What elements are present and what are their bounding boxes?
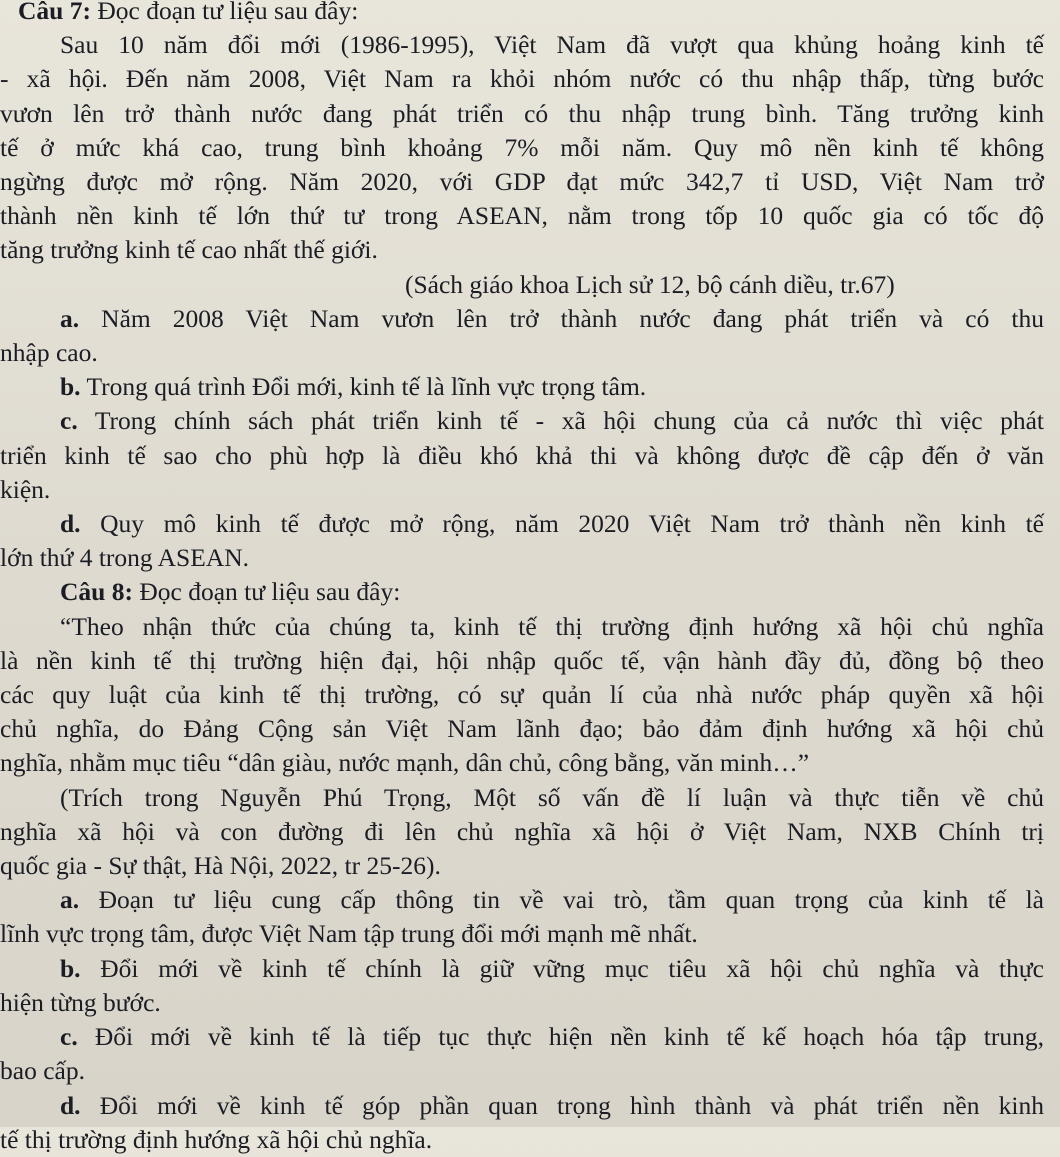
q7-passage-line: ngừng được mở rộng. Năm 2020, với GDP đạt mức 342,7 tỉ USD, Việt Nam trở: [0, 167, 1044, 197]
q7-statement-c-cont: kiện.: [0, 474, 51, 504]
q7-statement-c: [0, 404, 1044, 438]
q7-statement-b: [0, 370, 1044, 404]
statement-label: d.: [60, 1090, 81, 1120]
q7-heading-text: Đọc đoạn tư liệu sau đây:: [90, 0, 359, 25]
q7-statement-d: [0, 507, 1044, 541]
q8-source-line: quốc gia - Sự thật, Hà Nội, 2022, tr 25-26).: [0, 851, 441, 881]
statement-text: Đoạn tư liệu cung cấp thông tin về vai trò, tầm quan trọng của kinh tế là: [79, 885, 1044, 915]
statement-text: Đổi mới về kinh tế chính là giữ vững mục tiêu xã hội chủ nghĩa và thực: [80, 953, 1044, 983]
q8-statement-d: [0, 1089, 1044, 1123]
q7-statement-c-cont: triển kinh tế sao cho phù hợp là điều khó khả thi và không được đề cập đến ở văn: [0, 440, 1044, 470]
q8-statement-a-cont: lĩnh vực trọng tâm, được Việt Nam tập trung đổi mới mạnh mẽ nhất.: [0, 919, 698, 949]
q8-passage-line: là nền kinh tế thị trường hiện đại, hội nhập quốc tế, vận hành đầy đủ, đồng bộ theo: [0, 645, 1044, 675]
statement-label: c.: [60, 406, 78, 436]
q8-statement-c: [0, 1020, 1044, 1054]
q7-heading: [0, 0, 1044, 28]
q7-statement-a-cont: nhập cao.: [0, 338, 98, 368]
statement-text: Năm 2008 Việt Nam vươn lên trở thành nước đang phát triển và có thu: [79, 303, 1044, 333]
statement-label: b.: [60, 372, 81, 402]
q7-passage-line: thành nền kinh tế lớn thứ tư trong ASEAN, nằm trong tốp 10 quốc gia có tốc độ: [0, 201, 1044, 231]
q8-source-line: (Trích trong Nguyễn Phú Trọng, Một số vấn đề lí luận và thực tiễn về chủ: [60, 782, 1044, 812]
q7-passage-line: vươn lên trở thành nước đang phát triển có thu nhập trung bình. Tăng trưởng kinh: [0, 98, 1044, 128]
q8-statement-b-cont: hiện từng bước.: [0, 987, 161, 1017]
q7-label: Câu 7:: [18, 0, 91, 25]
q7-passage-line: tăng trưởng kinh tế cao nhất thế giới.: [0, 235, 378, 265]
q7-passage-line: - xã hội. Đến năm 2008, Việt Nam ra khỏi nhóm nước có thu nhập thấp, từng bước: [0, 64, 1044, 94]
q8-statement-c-cont: bao cấp.: [0, 1056, 85, 1086]
statement-text: Quy mô kinh tế được mở rộng, năm 2020 Việt Nam trở thành nền kinh tế: [80, 509, 1044, 539]
q8-heading-text: Đọc đoạn tư liệu sau đây:: [132, 577, 401, 607]
q8-statement-d-cont: tế thị trường định hướng xã hội chủ nghĩa.: [0, 1124, 433, 1154]
statement-text: Trong chính sách phát triển kinh tế - xã hội chung của cả nước thì việc phát: [77, 406, 1044, 436]
q7-source: (Sách giáo khoa Lịch sử 12, bộ cánh diều, tr.67): [405, 269, 895, 299]
q8-statement-b: [0, 952, 1044, 986]
statement-label: a.: [60, 303, 80, 333]
statement-label: b.: [60, 953, 81, 983]
q8-passage-line: nghĩa, nhằm mục tiêu “dân giàu, nước mạnh, dân chủ, công bằng, văn minh…”: [0, 748, 810, 778]
q7-passage-line: Sau 10 năm đổi mới (1986-1995), Việt Nam đã vượt qua khủng hoảng kinh tế: [60, 30, 1044, 60]
q8-passage-line: chủ nghĩa, do Đảng Cộng sản Việt Nam lãnh đạo; bảo đảm định hướng xã hội chủ: [0, 714, 1044, 744]
q8-label: Câu 8:: [60, 577, 133, 607]
statement-label: d.: [60, 509, 81, 539]
q8-statement-a: [0, 883, 1044, 917]
q8-heading: [0, 575, 1044, 609]
statement-text: Đổi mới về kinh tế là tiếp tục thực hiện nền kinh tế kế hoạch hóa tập trung,: [77, 1022, 1044, 1052]
statement-label: a.: [60, 885, 80, 915]
q8-source-line: nghĩa xã hội và con đường đi lên chủ nghĩa xã hội ở Việt Nam, NXB Chính trị: [0, 816, 1044, 846]
q7-statement-a: [0, 302, 1044, 336]
q8-passage-line: các quy luật của kinh tế thị trường, có sự quản lí của nhà nước pháp quyền xã hội: [0, 680, 1044, 710]
q7-statement-d-cont: lớn thứ 4 trong ASEAN.: [0, 543, 250, 573]
statement-text: Trong quá trình Đổi mới, kinh tế là lĩnh vực trọng tâm.: [80, 372, 647, 402]
statement-text: Đổi mới về kinh tế góp phần quan trọng hình thành và phát triển nền kinh: [80, 1090, 1044, 1120]
statement-label: c.: [60, 1022, 78, 1052]
q7-passage-line: tế ở mức khá cao, trung bình khoảng 7% mỗi năm. Quy mô nền kinh tế không: [0, 132, 1044, 162]
q8-passage-line: “Theo nhận thức của chúng ta, kinh tế thị trường định hướng xã hội chủ nghĩa: [60, 611, 1044, 641]
